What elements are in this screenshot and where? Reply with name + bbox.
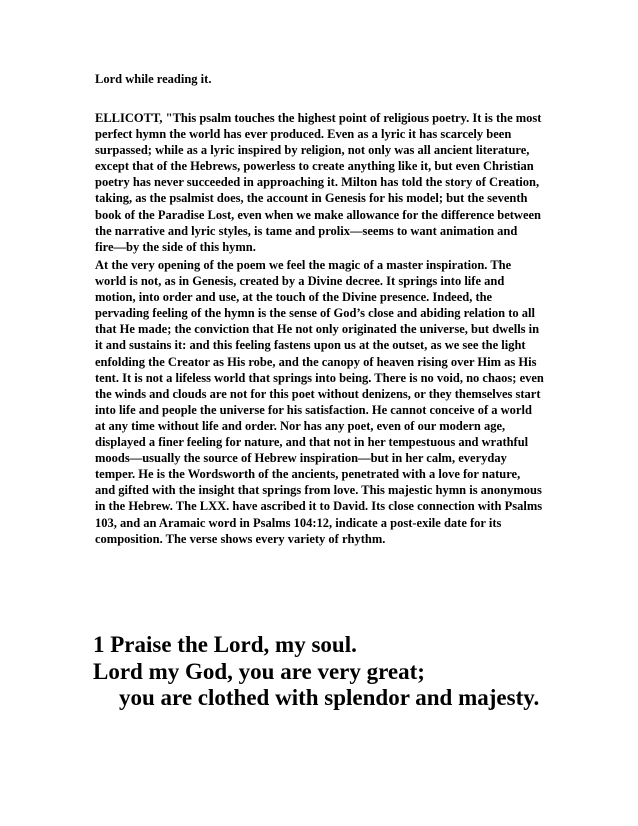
text-line: surpassed; while as a lyric inspired by religion, not only was all ancient literature, [95,143,530,158]
text-line: that He made; the conviction that He not only originated the universe, but dwells in [95,322,540,337]
text-line: at any time without life and order. Nor has any poet, even of our modern age, [95,418,506,433]
text-line: and gifted with the insight that springs from love. This majestic hymn is anonymous [95,483,542,498]
verse-line-3: you are clothed with splendor and majesty. [119,685,540,710]
text-line: world is not, as in Genesis, created by a Divine decree. It springs into life and [95,274,505,289]
text-line: fire—by the side of this hymn. [95,239,256,254]
paragraph-opening [95,257,555,547]
text-line: into life and people the universe for his satisfaction. He cannot conceive of a world [95,402,532,417]
text-line: the winds and clouds are not for this poet without denizens, or they themselves start [95,386,541,401]
text-line: Lord while reading it. [95,72,212,86]
verse-line-2: Lord my God, you are very great; [93,659,425,684]
paragraph-ellicott [95,110,555,255]
text-line: perfect hymn the world has ever produced. Even as a lyric it has scarcely been [95,127,512,142]
text-line: temper. He is the Wordsworth of the ancients, penetrated with a love for nature, [95,467,521,482]
paragraph-intro [95,71,555,87]
text-line: At the very opening of the poem we feel the magic of a master inspiration. The [95,258,512,272]
text-line: ELLICOTT, "This psalm touches the highest point of religious poetry. It is the most [95,111,542,125]
text-line: moods—usually the source of Hebrew inspiration—but in her calm, everyday [95,451,507,466]
text-line: in the Hebrew. The LXX. have ascribed it to David. Its close connection with Psalms [95,499,543,514]
text-line: book of the Paradise Lost, even when we make allowance for the difference between [95,207,542,222]
text-line: tent. It is not a lifeless world that springs into being. There is no void, no chaos; even [95,370,544,385]
text-line: composition. The verse shows every variety of rhythm. [95,531,386,546]
text-line: poetry has never succeeded in approaching it. Milton has told the story of Creation, [95,175,540,190]
text-line: it and sustains it: and this feeling fastens upon us at the outset, as we see the light [95,338,526,353]
text-line: pervading feeling of the hymn is the sense of God’s close and abiding relation to all [95,306,535,321]
text-line: motion, into order and use, at the touch of the Divine presence. Indeed, the [95,290,493,305]
text-line: the narrative and lyric styles, is tame and prolix—seems to want animation and [95,223,518,238]
verse-line-1: 1 Praise the Lord, my soul. [93,632,357,657]
text-line: taking, as the psalmist does, the account in Genesis for his model; but the seventh [95,191,528,206]
text-line: enfolding the Creator as His robe, and the canopy of heaven rising over Him as His [95,354,537,369]
text-line: 103, and an Aramaic word in Psalms 104:12, indicate a post-exile date for its [95,515,502,530]
text-line: displayed a finer feeling for nature, and that not in her tempestuous and wrathful [95,435,529,450]
text-line: except that of the Hebrews, powerless to create anything like it, but even Christian [95,159,534,174]
